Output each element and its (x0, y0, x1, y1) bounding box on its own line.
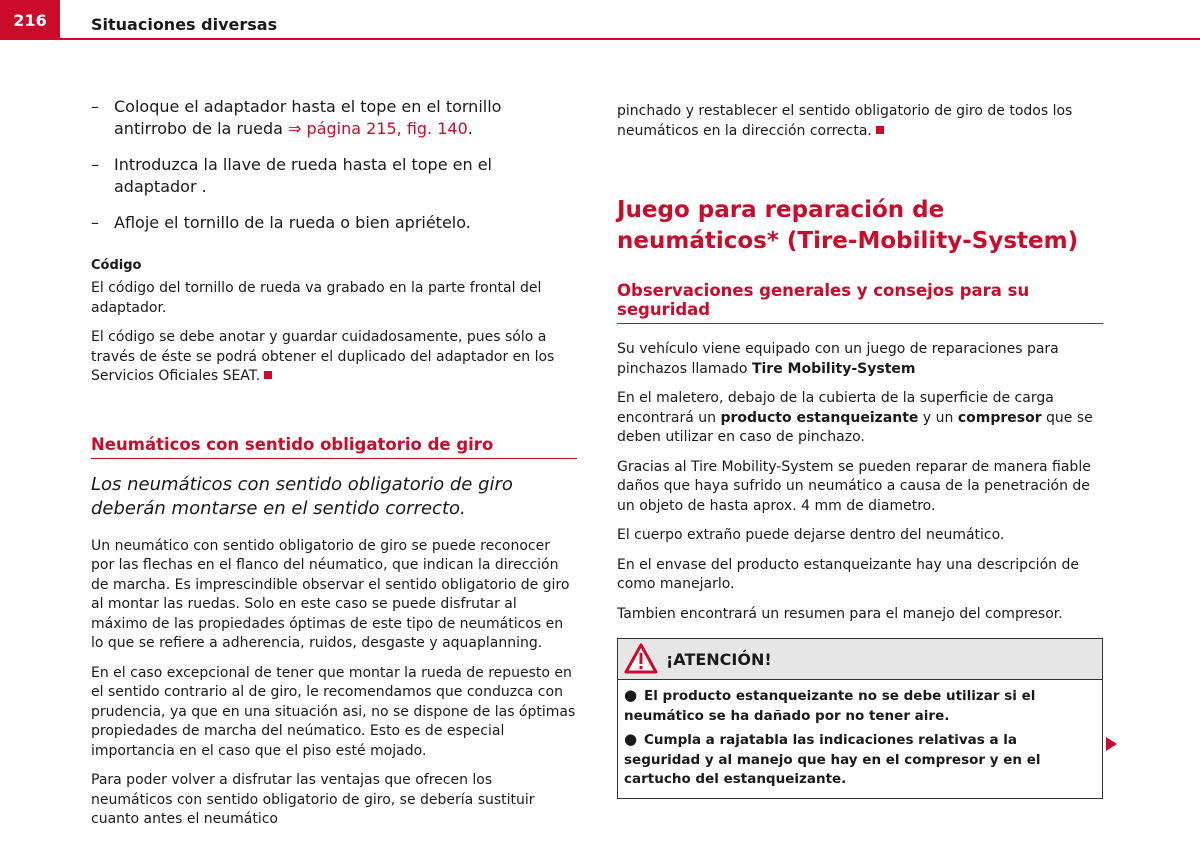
body-paragraph: En el caso excepcional de tener que montar la rueda de repuesto en el sentido contrario al de giro, le recomendamos que conduzca con prudencia, ya que en una situación asi, no se dispone de las óptimas propiedades de marcha del neúmatico. Esto es de especial importancia en el caso que el piso esté mojado. (91, 664, 576, 759)
stop-square-icon (264, 371, 272, 379)
body-paragraph: En el envase del producto estanqueizante hay una descripción de como manejarlo. (617, 556, 1079, 592)
step-dash: – (91, 97, 99, 116)
warning-header (618, 639, 1102, 680)
body-text: Su vehículo viene equipado con un juego de reparaciones para pinchazos llamado (617, 341, 1059, 377)
code-paragraph-text: El código se debe anotar y guardar cuidadosamente, pues sólo a través de éste se podrá obtener el duplicado del adaptador en los Servicios Oficiales SEAT. (91, 329, 555, 384)
body-paragraph: Gracias al Tire Mobility-System se pueden reparar de manera fiable daños que haya sufrido un neumático a causa de la penetración de un objeto de hasta aprox. 4 mm de diametro. (617, 458, 1091, 514)
section-heading: Neumáticos con sentido obligatorio de giro (91, 435, 577, 459)
bold-term: producto estanqueizante (720, 409, 919, 426)
page-number: 216 (0, 0, 60, 40)
header-title: Situaciones diversas (91, 15, 278, 34)
warning-item (624, 686, 1096, 726)
left-column (91, 96, 577, 840)
warning-item-text: Cumpla a rajatabla las indicaciones relativas a la seguridad y al manejo que hay en el compresor y en el cartucho del estanqueizante. (624, 732, 1041, 787)
code-paragraph (91, 328, 577, 387)
body-paragraph (617, 340, 1103, 379)
body-paragraph: El cuerpo extraño puede dejarse dentro del neumático. (617, 527, 1005, 543)
bold-term: compresor (957, 409, 1042, 426)
warning-item-text: El producto estanqueizante no se debe utilizar si el neumático se ha dañado por no tener aire. (624, 688, 1036, 724)
body-paragraph: Para poder volver a disfrutar las ventajas que ofrecen los neumáticos con sentido obligatorio de giro, se debería sustituir cuanto antes el neumático (91, 772, 535, 827)
stop-square-icon (876, 126, 884, 134)
warning-box (617, 638, 1103, 799)
chapter-title: Juego para reparación de neumáticos* (Tire-Mobility-System) (617, 197, 1079, 254)
step-text: Afloje el tornillo de la rueda o bien apriételo. (114, 213, 471, 232)
step-item (91, 154, 577, 198)
step-text: Introduzca la llave de rueda hasta el tope en el adaptador . (114, 155, 492, 196)
right-column (617, 102, 1103, 799)
header-rule (60, 38, 1200, 40)
body-text: que se deben utilizar en caso de pinchazo. (617, 409, 1093, 445)
step-dash: – (91, 213, 99, 232)
warning-label: ¡ATENCIÓN! (666, 649, 772, 669)
section-heading: Observaciones generales y consejos para su seguridad (617, 281, 1103, 324)
bullet: ● (624, 730, 638, 748)
body-text: En el maletero, debajo de la cubierta de la superficie de carga encontrará un (617, 390, 1054, 426)
bold-term: Tire Mobility-System (751, 360, 916, 377)
warning-body (618, 680, 1102, 798)
body-text: y un (918, 409, 958, 426)
step-item (91, 96, 577, 140)
page-reference-link[interactable]: ⇒ página 215, fig. 140 (288, 119, 468, 138)
warning-item (624, 730, 1096, 790)
step-item (91, 212, 577, 234)
step-text: Coloque el adaptador hasta el tope en el tornillo antirrobo de la rueda (114, 97, 502, 138)
body-paragraph (617, 389, 1103, 448)
next-page-arrow-icon[interactable] (1106, 737, 1117, 751)
continued-paragraph (617, 102, 1103, 141)
body-paragraph: Un neumático con sentido obligatorio de giro se puede reconocer por las flechas en el flanco del néumatico, que indican la dirección de marcha. Es imprescindible observar el sentido obligatorio de giro al montar las ruedas. Solo en este caso se puede disfrutar al máximo de las propiedades óptimas de este tipo de neumáticos en lo que se refiere a adherencia, ruidos, desgaste y aquaplanning. (91, 537, 570, 651)
bullet: ● (624, 686, 638, 704)
code-paragraph: El código del tornillo de rueda va grabado en la parte frontal del adaptador. (91, 280, 542, 316)
continued-text: pinchado y restablecer el sentido obligatorio de giro de todos los neumáticos en la dirección correcta. (617, 103, 1073, 139)
step-dash: – (91, 155, 99, 174)
step-text-end: . (467, 119, 473, 138)
warning-triangle-icon (624, 643, 658, 675)
section-intro: Los neumáticos con sentido obligatorio de giro deberán montarse en el sentido correcto. (91, 473, 513, 519)
code-heading: Código (91, 258, 142, 273)
body-paragraph: Tambien encontrará un resumen para el manejo del compresor. (617, 605, 1063, 622)
